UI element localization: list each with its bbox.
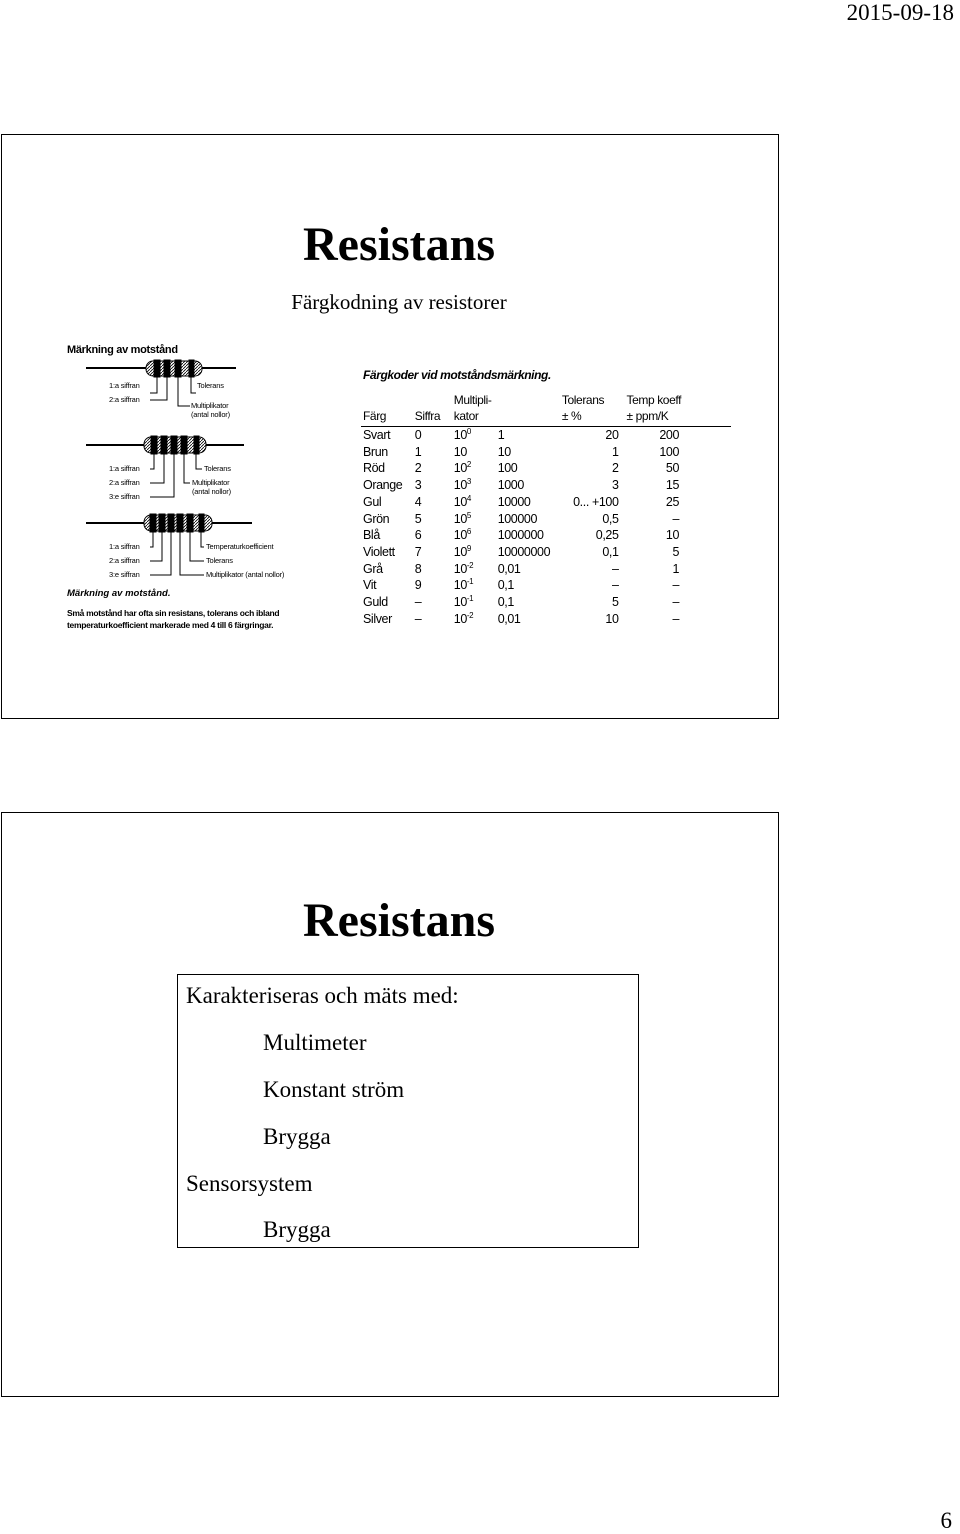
r3-label-multiplier: Multiplikator (antal nollor) [206, 570, 285, 579]
cell-multiplier-value: 1000000 [497, 528, 544, 543]
resistor-drawings [66, 342, 336, 587]
cell-multiplier-value: 10000 [497, 494, 531, 509]
cell-temp-coeff: 50 [665, 461, 679, 476]
cell-digit: – [414, 595, 422, 610]
cell-tolerance: 0,1 [602, 544, 619, 559]
r2-label-zeros: (antal nollor) [192, 487, 231, 496]
col-header-tempkoeff: Temp koeff ± ppm/K [627, 392, 731, 427]
cell-multiplier [454, 577, 498, 594]
slide-2 [1, 812, 779, 1397]
table-row [361, 594, 731, 611]
r3-label-digit1: 1:a siffran [109, 542, 140, 551]
cell-multiplier [454, 527, 498, 544]
cell-tolerance: 3 [611, 478, 619, 493]
r3-label-digit3: 3:e siffran [109, 570, 140, 579]
content-box [177, 974, 639, 1248]
table-row [361, 544, 731, 561]
multiplier-base: 10 [453, 478, 467, 493]
cell-tolerance: 0,5 [602, 511, 619, 526]
cell-multiplier [454, 477, 498, 494]
cell-color: Svart [363, 428, 391, 442]
cell-tolerance: 2 [611, 461, 619, 476]
cell-temp-coeff: 15 [665, 478, 679, 493]
slide-subtitle: Färgkodning av resistorer [291, 290, 507, 314]
r1-label-digit1: 1:a siffran [109, 381, 140, 390]
cell-color: Gul [363, 494, 382, 509]
cell-color: Brun [363, 444, 388, 459]
bullet-line: Multimeter [263, 1030, 367, 1055]
cell-color: Blå [363, 528, 380, 543]
multiplier-exponent: 4 [466, 493, 471, 503]
table-header-row [361, 392, 731, 427]
r3-label-tempcoef: Temperaturkoefficient [206, 542, 274, 551]
cell-color: Vit [363, 578, 377, 593]
table-row [361, 460, 731, 477]
cell-multiplier [454, 494, 498, 511]
multiplier-exponent: -1 [466, 594, 474, 604]
table-row [361, 427, 731, 444]
r2-label-digit1: 1:a siffran [109, 464, 140, 473]
bullet-line: Karakteriseras och mäts med: [186, 983, 459, 1008]
r3-label-digit2: 2:a siffran [109, 556, 140, 565]
cell-multiplier [454, 444, 498, 461]
cell-color: Röd [363, 461, 385, 476]
slide-1 [1, 134, 779, 719]
cell-digit: 4 [414, 494, 422, 509]
cell-multiplier-value: 0,1 [497, 578, 514, 593]
cell-digit: 6 [414, 528, 422, 543]
slide-title: Resistans [302, 894, 496, 947]
multiplier-base: 10 [453, 561, 467, 576]
header-date: 2015-09-18 [846, 0, 954, 25]
multiplier-exponent: 5 [466, 510, 471, 520]
cell-temp-coeff: 100 [659, 444, 679, 459]
cell-temp-coeff: 1 [672, 561, 679, 576]
cell-multiplier-value: 0,01 [497, 611, 521, 626]
cell-digit: 7 [414, 544, 422, 559]
multiplier-base: 10 [453, 595, 467, 610]
cell-multiplier-value: 0,1 [497, 595, 514, 610]
bullet-line: Konstant ström [263, 1077, 405, 1102]
col-header-siffra: Siffra [415, 392, 454, 427]
table-row [361, 477, 731, 494]
r1-label-multiplier: Multiplikator [191, 401, 229, 410]
cell-multiplier [454, 427, 498, 444]
cell-multiplier-value: 1000 [497, 478, 524, 493]
table-row [361, 561, 731, 578]
cell-multiplier-value: 1 [497, 428, 505, 442]
table-row [361, 511, 731, 528]
figure-heading: Märkning av motstånd [67, 344, 178, 356]
cell-multiplier [454, 511, 498, 528]
cell-multiplier-value: 10000000 [497, 544, 551, 559]
multiplier-exponent: -1 [466, 577, 474, 587]
figure-description: Små motstånd har ofta sin resistans, tolerans och ibland temperaturkoefficient markerade med 4 till 6 färgringar. [67, 608, 280, 631]
multiplier-base: 10 [453, 494, 467, 509]
table-row [361, 527, 731, 544]
cell-multiplier [454, 544, 498, 561]
multiplier-exponent: 6 [466, 527, 471, 537]
multiplier-exponent: 9 [466, 543, 471, 553]
cell-digit: 0 [414, 428, 422, 442]
cell-temp-coeff: – [672, 595, 679, 610]
cell-color: Guld [363, 595, 388, 610]
cell-multiplier [454, 611, 498, 628]
cell-digit: – [414, 611, 422, 626]
cell-multiplier [454, 460, 498, 477]
color-table-body [361, 427, 731, 628]
r2-label-digit2: 2:a siffran [109, 478, 140, 487]
r1-label-zeros: (antal nollor) [191, 410, 230, 419]
multiplier-base: 10 [453, 528, 467, 543]
col-header-farg: Färg [361, 392, 415, 427]
cell-color: Orange [363, 478, 403, 493]
table-row [361, 494, 731, 511]
cell-multiplier-value: 0,01 [497, 561, 521, 576]
r2-label-multiplier: Multiplikator [192, 478, 230, 487]
cell-tolerance: 1 [611, 444, 619, 459]
multiplier-base: 10 [453, 511, 467, 526]
bullet-line: Sensorsystem [186, 1171, 313, 1196]
multiplier-base: 10 [453, 461, 467, 476]
slide-title: Resistans [302, 218, 496, 271]
cell-multiplier-value: 100 [497, 461, 518, 476]
multiplier-base: 10 [453, 444, 467, 459]
multiplier-base: 10 [453, 428, 467, 442]
multiplier-exponent: 0 [466, 427, 471, 436]
cell-multiplier-value: 100000 [497, 511, 538, 526]
cell-digit: 1 [414, 444, 422, 459]
table-row [361, 444, 731, 461]
col-header-blank [498, 392, 562, 427]
cell-tolerance: – [611, 561, 619, 576]
cell-digit: 2 [414, 461, 422, 476]
cell-multiplier [454, 561, 498, 578]
cell-digit: 5 [414, 511, 422, 526]
figure-caption: Märkning av motstånd. [67, 588, 171, 599]
multiplier-exponent: 3 [466, 477, 471, 487]
multiplier-base: 10 [453, 544, 467, 559]
table-row [361, 611, 731, 628]
r1-label-digit2: 2:a siffran [109, 395, 140, 404]
cell-tolerance: – [611, 578, 619, 593]
r2-label-tolerance: Tolerans [204, 464, 231, 473]
bullet-line: Brygga [263, 1217, 331, 1242]
cell-multiplier [454, 594, 498, 611]
multiplier-exponent: 2 [466, 460, 471, 470]
col-header-multiplikator: Multipli- kator [454, 392, 498, 427]
color-table-title: Färgkoder vid motståndsmärkning. [363, 368, 551, 382]
color-code-table [361, 392, 731, 627]
multiplier-exponent: -2 [466, 560, 474, 570]
table-row [361, 577, 731, 594]
resistor-marking-figure [66, 342, 336, 637]
cell-temp-coeff: – [672, 578, 679, 593]
r1-label-tolerance: Tolerans [197, 381, 224, 390]
cell-tolerance: 0... +100 [573, 494, 619, 509]
cell-color: Silver [363, 611, 392, 626]
cell-tolerance: 5 [611, 595, 619, 610]
cell-tolerance: 0,25 [595, 528, 619, 543]
cell-digit: 8 [414, 561, 422, 576]
cell-color: Grön [363, 511, 390, 526]
multiplier-exponent: -2 [466, 610, 474, 620]
col-header-tolerans: Tolerans ± % [562, 392, 627, 427]
cell-temp-coeff: – [672, 611, 679, 626]
cell-tolerance: 10 [605, 611, 619, 626]
multiplier-base: 10 [453, 611, 467, 626]
page-number: 6 [940, 1508, 952, 1533]
multiplier-base: 10 [453, 578, 467, 593]
cell-digit: 3 [414, 478, 422, 493]
cell-color: Violett [363, 544, 395, 559]
cell-digit: 9 [414, 578, 422, 593]
cell-temp-coeff: – [672, 511, 679, 526]
bullet-line: Brygga [263, 1124, 331, 1149]
cell-multiplier-value: 10 [497, 444, 511, 459]
cell-color: Grå [363, 561, 383, 576]
cell-temp-coeff: 5 [672, 544, 679, 559]
cell-tolerance: 20 [605, 428, 619, 442]
r3-label-tolerance: Tolerans [206, 556, 233, 565]
cell-temp-coeff: 25 [665, 494, 679, 509]
cell-temp-coeff: 10 [665, 528, 679, 543]
r2-label-digit3: 3:e siffran [109, 492, 140, 501]
cell-temp-coeff: 200 [659, 428, 679, 442]
